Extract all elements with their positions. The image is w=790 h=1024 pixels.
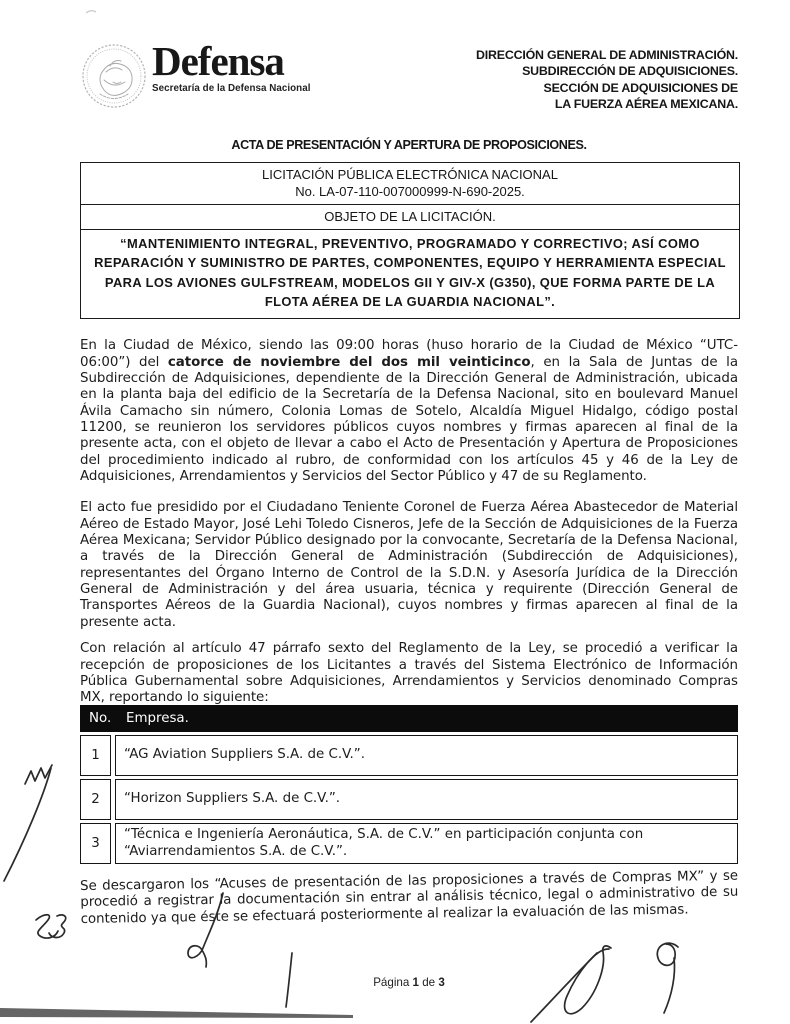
tender-object-header: OBJETO DE LA LICITACIÓN.	[81, 205, 739, 230]
document-header	[80, 40, 738, 113]
tender-object-text: “MANTENIMIENTO INTEGRAL, PREVENTIVO, PROGRAMADO Y CORRECTIVO; ASÍ COMO REPARACIÓN Y SUMINISTRO DE PARTES, COMPONENTES, EQUIPO Y HERRAMIENTA ESPECIAL PARA LOS AVIONES GULFSTREAM, MODELOS GII Y GIV-X (G350), QUE FORMA PARTE DE LA FLOTA AÉREA DE LA GUARDIA NACIONAL”.	[94, 236, 726, 310]
company-name: “AG Aviation Suppliers S.A. de C.V.”.	[115, 735, 738, 776]
department-line: SECCIÓN DE ADQUISICIONES DE	[543, 80, 738, 95]
table-row	[80, 735, 738, 776]
row-number: 1	[80, 735, 111, 776]
tender-id-row	[81, 163, 739, 205]
table-row	[80, 779, 738, 820]
company-name: “Técnica e Ingeniería Aeronáutica, S.A. de C.V.” en participación conjunta con “Aviarrendamientos S.A. de C.V.”.	[115, 823, 738, 864]
left-margin-paraph-signature	[4, 765, 52, 881]
brand-tagline: Secretaría de la Defensa Nacional	[152, 83, 311, 94]
column-header-no: No.	[89, 711, 112, 726]
current-page-number: 1	[412, 976, 419, 989]
brand-block	[152, 40, 310, 94]
underlying-page-edge	[0, 1008, 353, 1018]
paragraph-download-acknowledgement: Se descargaron los “Acuses de presentación de las proposiciones a través de Compras MX” y se procedió a registrar la documentación sin entrar al análisis técnico, legal o administrativo de su contenido ya que éste se efectuará posteriormente al realizar la evaluación de las mismas.	[80, 869, 739, 928]
department-line: SUBDIRECCIÓN DE ADQUISICIONES.	[522, 64, 738, 79]
initials-jb-signature	[36, 915, 66, 938]
bidders-table	[80, 705, 738, 864]
column-header-empresa: Empresa.	[126, 711, 189, 726]
tender-number: No. LA-07-110-007000999-N-690-2025.	[295, 184, 525, 199]
tender-info-box	[80, 162, 740, 319]
scan-smudge	[86, 11, 96, 13]
row-number: 2	[80, 779, 111, 820]
company-name: “Horizon Suppliers S.A. de C.V.”.	[115, 779, 738, 820]
tender-type: LICITACIÓN PÚBLICA ELECTRÓNICA NACIONAL	[262, 167, 558, 182]
session-date: catorce de noviembre del dos mil veinticinco	[167, 354, 531, 370]
department-address-block	[476, 47, 738, 113]
department-line: LA FUERZA AÉREA MEXICANA.	[554, 97, 738, 112]
paragraph-text: , en la Sala de Juntas de la Subdirección de Adquisiciones, dependiente de la Dirección General de Administración, ubicada en la planta baja del edificio de la Secretaría de la Defensa Nacional, sito en boulevard Manuel Ávila Camacho sin número, Colonia Lomas de Sotelo, Alcaldía Miguel Hidalgo, código postal 11200, se reunieron los servidores públicos cuyos nombres y firmas aparecen al final de la presente acta, con el objeto de llevar a cabo el Acto de Presentación y Apertura de Proposiciones del procedimiento indicado al rubro, de conformidad con los artículos 45 y 46 de la Ley de Adquisiciones, Arrendamientos y Servicios del Sector Público y 47 de su Reglamento.	[80, 354, 738, 485]
paragraph-reception-verification: Con relación al artículo 47 párrafo sexto del Reglamento de la Ley, se procedió a verificar la recepción de proposiciones de los Licitantes a través del Sistema Electrónico de Información Pública Gubernamental sobre Adquisiciones, Arrendamientos y Servicios denominado Compras MX, reportando lo siguiente:	[80, 641, 738, 706]
brand-name: Defensa	[152, 38, 284, 84]
of-label: de	[422, 976, 436, 989]
paragraph-text: En la Ciudad de México, siendo las 09:00 horas (huso horario de la Ciudad de México “UTC-06:00”) del	[80, 338, 738, 370]
sedena-logo	[80, 40, 310, 113]
table-row	[80, 823, 738, 864]
bidders-table-header	[80, 705, 738, 732]
page-label: Página	[373, 976, 410, 989]
paragraph-presiding-officials: El acto fue presidido por el Ciudadano Teniente Coronel de Fuerza Aérea Abastecedor de Material Aéreo de Estado Mayor, José Lehi Toledo Cisneros, Jefe de la Sección de Adquisiciones de la Fuerza Aérea Mexicana; Servidor Público designado por la convocante, Secretaría de la Defensa Nacional, a través de la Dirección General de Administración (Subdirección de Adquisiciones), representantes del Órgano Interno de Control de la S.D.N. y Asesoría Jurídica de la Dirección General de Administración y del área usuaria, técnica y requirente (Dirección General de Transportes Aéreos de la Guardia Nacional), cuyos nombres y firmas aparecen al final de la presente acta.	[80, 500, 738, 630]
department-line: DIRECCIÓN GENERAL DE ADMINISTRACIÓN.	[476, 48, 738, 62]
mexican-national-seal-icon	[80, 42, 148, 110]
document-title: ACTA DE PRESENTACIÓN Y APERTURA DE PROPOSICIONES.	[231, 138, 587, 152]
paragraph-session-opening	[80, 338, 738, 485]
row-number: 3	[80, 823, 111, 864]
page-number-footer	[80, 976, 738, 989]
total-pages-number: 3	[438, 976, 445, 989]
